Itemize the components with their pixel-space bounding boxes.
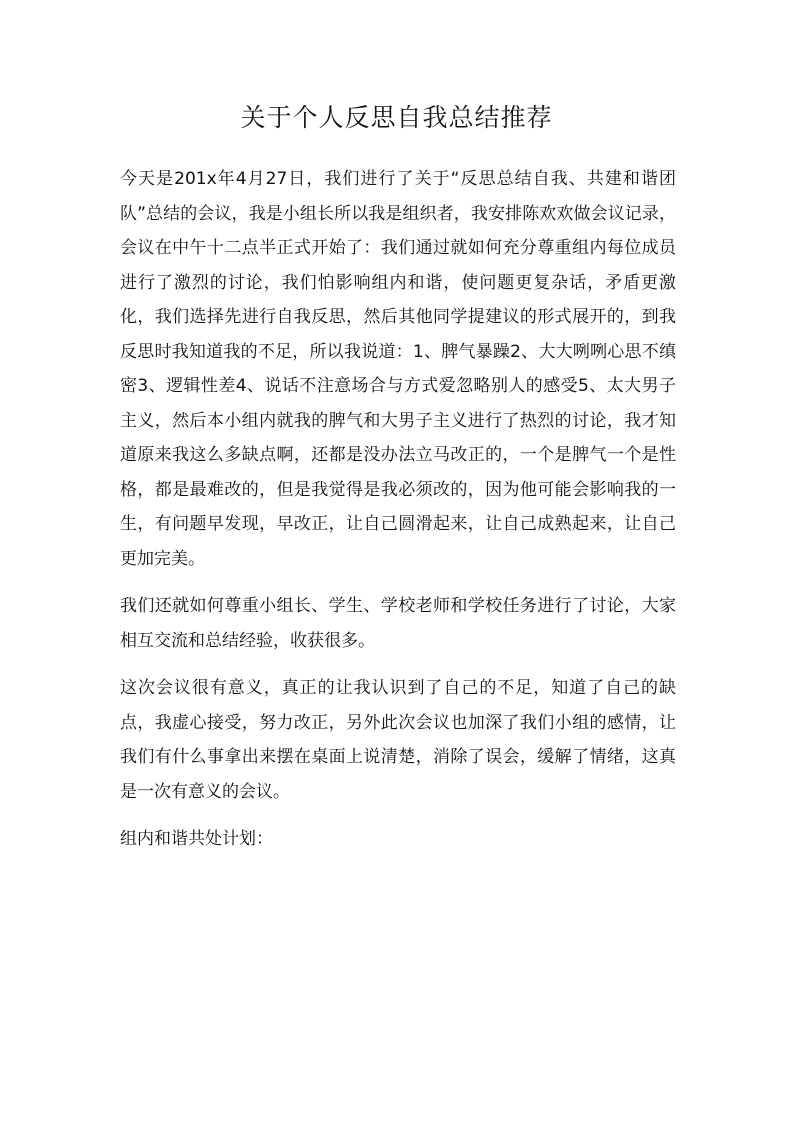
document-title: 关于个人反思自我总结推荐 bbox=[240, 103, 553, 132]
paragraph-harmony-plan-heading: 组内和谐共处计划： bbox=[120, 829, 273, 849]
paragraph-meeting-meaning: 这次会议很有意义，真正的让我认识到了自己的不足，知道了自己的缺点，我虚心接受，努力改正，另外此次会议也加深了我们小组的感情，让我们有什么事拿出来摆在桌面上说清楚，消除了误会，缓解了情绪，这真是一次有意义的会议。 bbox=[120, 678, 676, 802]
paragraph-meeting-summary: 今天是201x年4月27日，我们进行了关于“反思总结自我、共建和谐团队”总结的会议，我是小组长所以我是组织者，我安排陈欢欢做会议记录，会议在中午十二点半正式开始了：我们通过就如何充分尊重组内每位成员进行了激烈的讨论，我们怕影响组内和谐，使问题更复杂话，矛盾更激化，我们选择先进行自我反思，然后其他同学提建议的形式展开的，到我反思时我知道我的不足，所以我说道：1、脾气暴躁2、大大咧咧心思不缜密3、逻辑性差4、说话不注意场合与方式爱忽略别人的感受5、太大男子主义，然后本小组内就我的脾气和大男子主义进行了热烈的讨论，我才知道原来我这么多缺点啊，还都是没办法立马改正的，一个是脾气一个是性格，都是最难改的，但是我觉得是我必须改的，因为他可能会影响我的一生，有问题早发现，早改正，让自己圆滑起来，让自己成熟起来，让自己更加完美。 bbox=[120, 169, 676, 569]
paragraph-respect-discussion: 我们还就如何尊重小组长、学生、学校老师和学校任务进行了讨论，大家相互交流和总结经验，收获很多。 bbox=[120, 596, 676, 651]
document-body bbox=[120, 162, 676, 870]
